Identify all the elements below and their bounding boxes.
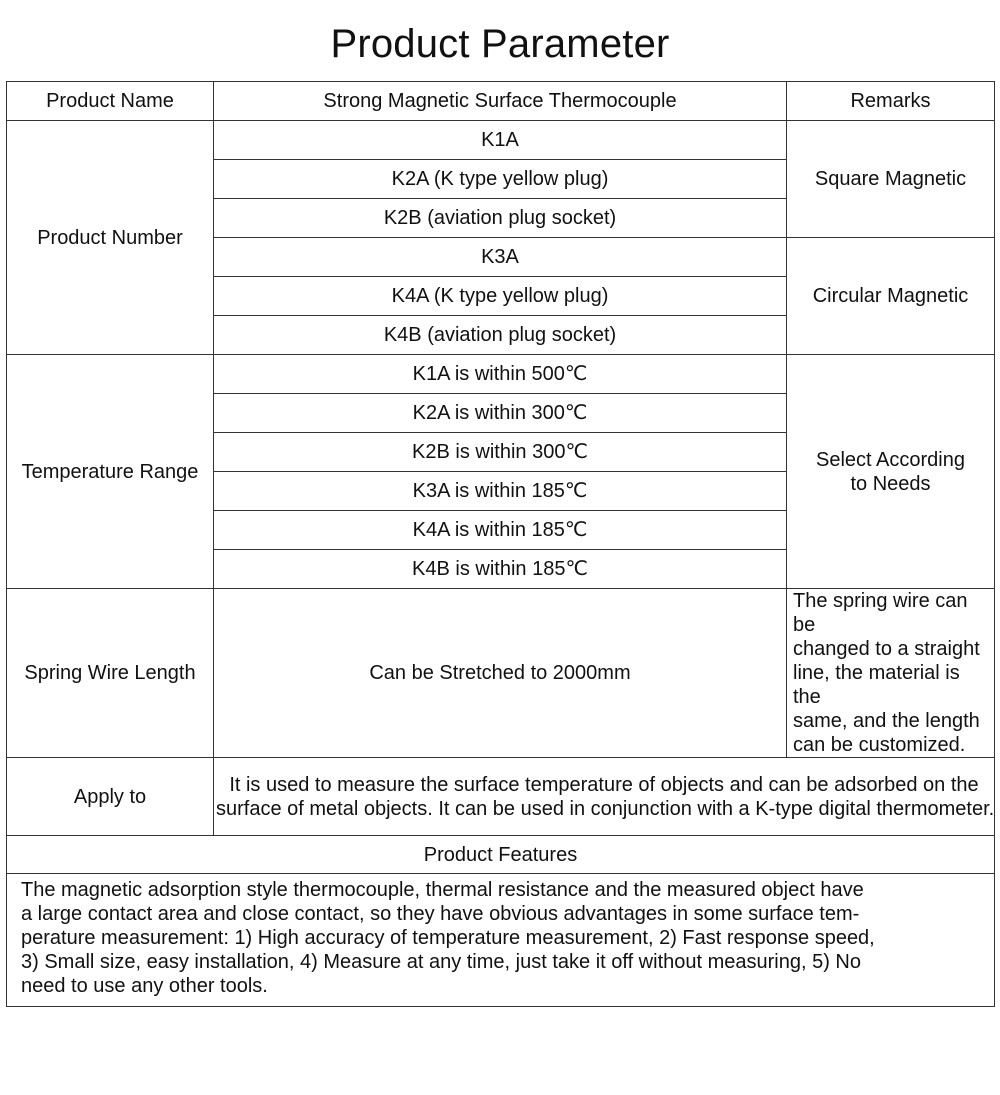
remark-line: line, the material is the [793, 662, 960, 708]
range-cell: K4B is within 185℃ [214, 550, 787, 589]
range-cell: K2A is within 300℃ [214, 394, 787, 433]
spring-wire-remark [787, 589, 995, 758]
header-remarks: Remarks [787, 82, 995, 121]
remark-line: changed to a straight [793, 638, 980, 660]
features-heading: Product Features [7, 836, 995, 874]
apply-to-text [214, 758, 995, 836]
model-cell: K2A (K type yellow plug) [214, 160, 787, 199]
spring-wire-label: Spring Wire Length [7, 589, 214, 758]
features-text [7, 874, 995, 1007]
remark-line: to Needs [850, 472, 931, 495]
feature-line: need to use any other tools. [21, 975, 268, 997]
remark-line: Select According [816, 448, 965, 471]
remark-circular-magnetic: Circular Magnetic [787, 238, 995, 355]
parameter-table [6, 81, 995, 1007]
header-product-value: Strong Magnetic Surface Thermocouple [214, 82, 787, 121]
spring-wire-value: Can be Stretched to 2000mm [214, 589, 787, 758]
remark-line: same, and the length [793, 710, 980, 732]
remark-select-according [787, 355, 995, 589]
model-cell: K4A (K type yellow plug) [214, 277, 787, 316]
header-row [7, 82, 995, 121]
apply-to-label: Apply to [7, 758, 214, 836]
feature-line: The magnetic adsorption style thermocouple, thermal resistance and the measured object have [21, 879, 864, 901]
table-row [7, 758, 995, 836]
range-cell: K2B is within 300℃ [214, 433, 787, 472]
range-cell: K4A is within 185℃ [214, 511, 787, 550]
remark-square-magnetic: Square Magnetic [787, 121, 995, 238]
range-cell: K1A is within 500℃ [214, 355, 787, 394]
model-cell: K2B (aviation plug socket) [214, 199, 787, 238]
feature-line: a large contact area and close contact, so they have obvious advantages in some surface tem- [21, 903, 860, 925]
table-row [7, 121, 995, 160]
remark-line: The spring wire can be [793, 590, 968, 636]
table-row [7, 836, 995, 874]
model-cell: K3A [214, 238, 787, 277]
table-row [7, 355, 995, 394]
table-row [7, 589, 995, 758]
feature-line: 3) Small size, easy installation, 4) Measure at any time, just take it off without measuring, 5) No [21, 951, 861, 973]
model-cell: K1A [214, 121, 787, 160]
apply-line: It is used to measure the surface temperature of objects and can be adsorbed on the [229, 773, 979, 796]
range-cell: K3A is within 185℃ [214, 472, 787, 511]
feature-line: perature measurement: 1) High accuracy of temperature measurement, 2) Fast response speed, [21, 927, 875, 949]
product-number-label: Product Number [7, 121, 214, 355]
apply-line: surface of metal objects. It can be used in conjunction with a K-type digital thermometer. [216, 797, 995, 820]
remark-line: can be customized. [793, 734, 966, 756]
temperature-range-label: Temperature Range [7, 355, 214, 589]
table-row [7, 874, 995, 1007]
model-cell: K4B (aviation plug socket) [214, 316, 787, 355]
header-product-name: Product Name [7, 82, 214, 121]
page-title: Product Parameter [330, 22, 670, 66]
